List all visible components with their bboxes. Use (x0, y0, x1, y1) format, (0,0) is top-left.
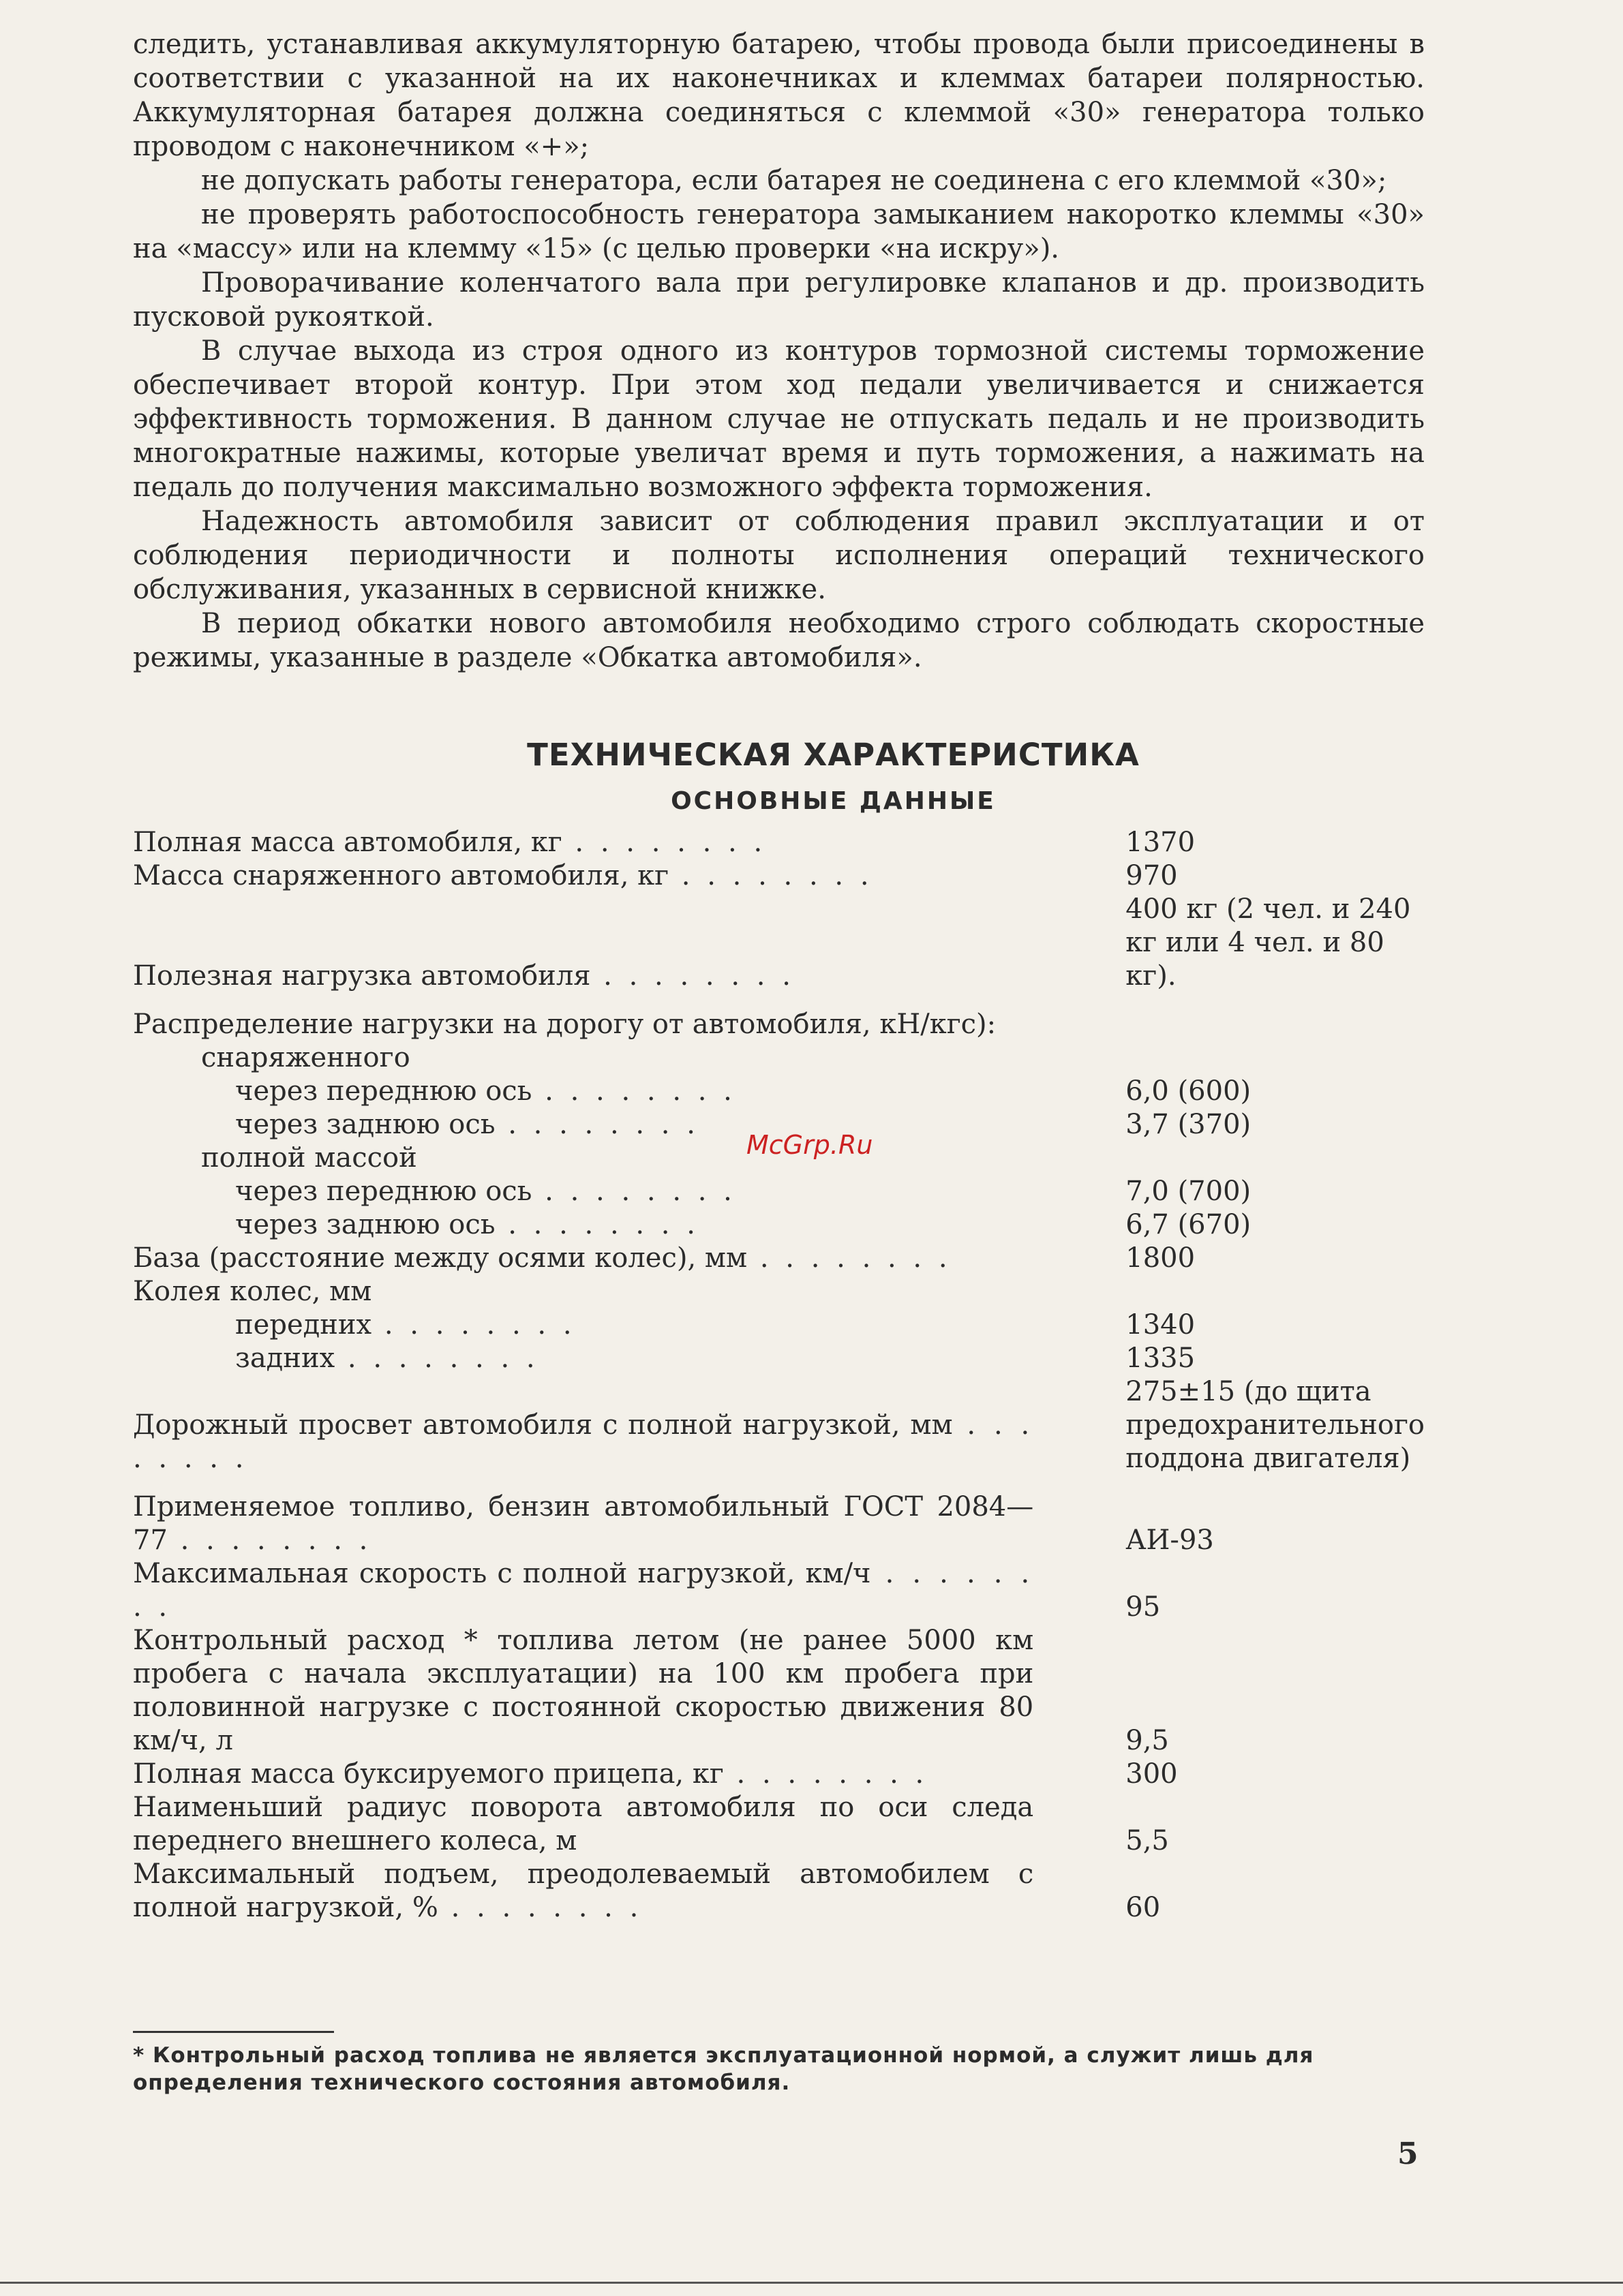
footnote: * Контрольный расход топлива не является эксплуатационной нормой, а служит лишь для определения технического состояния автомобиля. (133, 2043, 1314, 2095)
spec-row (133, 1075, 1425, 1108)
spec-label-text: Максимальная скорость с полной нагрузкой, км/ч . . (133, 1558, 1033, 1623)
spec-row (133, 1242, 1425, 1275)
spec-value: 1340 (1125, 1309, 1196, 1341)
spec-value: 275±15 (до щита предохранительного поддона двигателя) (1125, 1376, 1425, 1474)
spec-row (133, 826, 1425, 859)
spec-value (1047, 1041, 1425, 1075)
spec-row (133, 1791, 1425, 1858)
spec-label-text: Распределение нагрузки на дорогу от автомобиля, кН/кгс): (133, 1009, 997, 1040)
spec-label (133, 859, 1047, 893)
spec-value: 7,0 (700) (1125, 1176, 1252, 1207)
spec-row (133, 1557, 1425, 1624)
spec-label-text: Колея колес, мм (133, 1276, 372, 1307)
spec-label-text: Дорожный просвет автомобиля с полной нагрузкой, мм . . (133, 1409, 1033, 1474)
spec-value: 60 (1125, 1892, 1161, 1923)
spec-label-text: задних . . (235, 1343, 539, 1374)
spec-label-text: полной массой (201, 1142, 417, 1174)
spec-row (133, 1308, 1425, 1342)
spec-row (133, 1375, 1425, 1475)
spec-row (133, 1624, 1425, 1758)
page-number: 5 (1397, 2137, 1419, 2171)
spec-label-text: Полная масса буксируемого прицепа, кг . . (133, 1758, 928, 1790)
spec-label (133, 1375, 1047, 1475)
intro-paragraph: следить, устанавливая аккумуляторную батарею, чтобы провода были присоединены в соответствии с указанной на их наконечниках и клеммах батареи полярностью. Аккумуляторная батарея должна соединяться с клеммой «30» генератора только проводом с наконечником «+»; (133, 29, 1425, 162)
spec-label (133, 1858, 1047, 1925)
intro-paragraph: В период обкатки нового автомобиля необходимо строго соблюдать скоростные режимы, указанные в разделе «Обкатка автомобиля». (133, 608, 1425, 673)
spec-label (133, 893, 1047, 993)
spec-value: 3,7 (370) (1125, 1109, 1252, 1140)
spec-row (133, 1475, 1425, 1557)
page-content (133, 27, 1425, 1925)
intro-paragraph: не проверять работоспособность генератора замыканием накоротко клеммы «30» на «массу» или на клемму «15» (с целью проверки «на искру»). (133, 199, 1425, 264)
spec-label (133, 1557, 1047, 1624)
watermark: McGrp.Ru (746, 1130, 873, 1160)
spec-row (133, 1175, 1425, 1208)
spec-label (133, 1624, 1047, 1758)
spec-table (133, 826, 1425, 1925)
spec-label-text: База (расстояние между осями колес), мм . . (133, 1242, 952, 1274)
spec-value: 1335 (1125, 1343, 1196, 1374)
section-subheading: ОСНОВНЫЕ ДАННЫЕ (671, 787, 996, 815)
spec-label-text: Контрольный расход * топлива летом (не ранее 5000 км пробега с начала эксплуатации) на 100 км пробега при половинной нагрузке с постоянной скоростью движения 80 км/ч, л (133, 1625, 1034, 1756)
spec-label (133, 1142, 1047, 1175)
spec-label-text: Применяемое топливо, бензин автомобильный ГОСТ 2084—77 . . (133, 1491, 1033, 1556)
spec-label-text: Максимальный подъем, преодолеваемый автомобилем с полной нагрузкой, % . . (133, 1858, 1033, 1923)
spec-label-text: Полезная нагрузка автомобиля . . (133, 960, 795, 992)
spec-label (133, 1758, 1047, 1791)
spec-label (133, 1475, 1047, 1557)
spec-row (133, 893, 1425, 993)
scan-edge-line (0, 2282, 1623, 2284)
spec-value: 6,7 (670) (1125, 1209, 1252, 1240)
intro-paragraph: Надежность автомобиля зависит от соблюдения правил эксплуатации и от соблюдения периодичности и полноты исполнения операций технического обслуживания, указанных в сервисной книжке. (133, 506, 1425, 605)
spec-label (133, 1041, 1047, 1075)
spec-row (133, 1041, 1425, 1075)
intro-paragraph: Проворачивание коленчатого вала при регулировке клапанов и др. производить пусковой рукояткой. (133, 267, 1425, 333)
spec-value: 6,0 (600) (1125, 1075, 1252, 1107)
spec-row (133, 859, 1425, 893)
spec-label-text: Полная масса автомобиля, кг . . (133, 827, 766, 858)
spec-row (133, 1208, 1425, 1242)
spec-row (133, 1342, 1425, 1375)
spec-value (1047, 993, 1425, 1041)
spec-label-text: Масса снаряженного автомобиля, кг . . (133, 860, 873, 891)
spec-row (133, 1858, 1425, 1925)
spec-value: 95 (1125, 1591, 1161, 1623)
spec-label (133, 826, 1047, 859)
spec-label (133, 1242, 1047, 1275)
spec-label (133, 1075, 1047, 1108)
spec-label-text: Наименьший радиус поворота автомобиля по оси следа переднего внешнего колеса, м (133, 1792, 1034, 1856)
spec-label-text: передних . . (235, 1309, 576, 1341)
spec-label (133, 1791, 1047, 1858)
spec-value: 1370 (1125, 827, 1196, 858)
spec-label (133, 1108, 1047, 1142)
spec-label (133, 1208, 1047, 1242)
spec-label-text: через заднюю ось . . (235, 1109, 699, 1140)
spec-label (133, 1175, 1047, 1208)
footnote-rule (133, 2031, 334, 2033)
spec-row (133, 1758, 1425, 1791)
spec-value: 300 (1125, 1758, 1178, 1790)
spec-label-text: через заднюю ось . . (235, 1209, 699, 1240)
intro-text (133, 27, 1425, 675)
section-heading: ТЕХНИЧЕСКАЯ ХАРАКТЕРИСТИКА (527, 737, 1140, 773)
spec-value (1047, 1142, 1425, 1175)
spec-value (1047, 1275, 1425, 1308)
spec-label-text: через переднюю ось . . (235, 1075, 736, 1107)
spec-value: 400 кг (2 чел. и 240 кг или 4 чел. и 80 кг). (1125, 893, 1411, 992)
spec-value: 1800 (1125, 1242, 1196, 1274)
intro-paragraph: не допускать работы генератора, если батарея не соединена с его клеммой «30»; (201, 165, 1387, 196)
spec-value: АИ-93 (1125, 1525, 1214, 1556)
spec-value: 9,5 (1125, 1725, 1169, 1756)
spec-label (133, 1342, 1047, 1375)
spec-row (133, 993, 1425, 1041)
intro-paragraph: В случае выхода из строя одного из контуров тормозной системы торможение обеспечивает второй контур. При этом ход педали увеличивается и снижается эффективность торможения. В данном случае не отпускать педаль и не производить многократные нажимы, которые увеличат время и путь торможения, а нажимать на педаль до получения максимально возможного эффекта торможения. (133, 335, 1425, 503)
spec-label-text: через переднюю ось . . (235, 1176, 736, 1207)
spec-label-text: снаряженного (201, 1042, 410, 1073)
spec-value: 5,5 (1125, 1825, 1169, 1856)
spec-label (133, 1275, 1047, 1308)
spec-label (133, 993, 1047, 1041)
spec-row (133, 1275, 1425, 1308)
spec-label (133, 1308, 1047, 1342)
spec-value: 970 (1125, 860, 1178, 891)
